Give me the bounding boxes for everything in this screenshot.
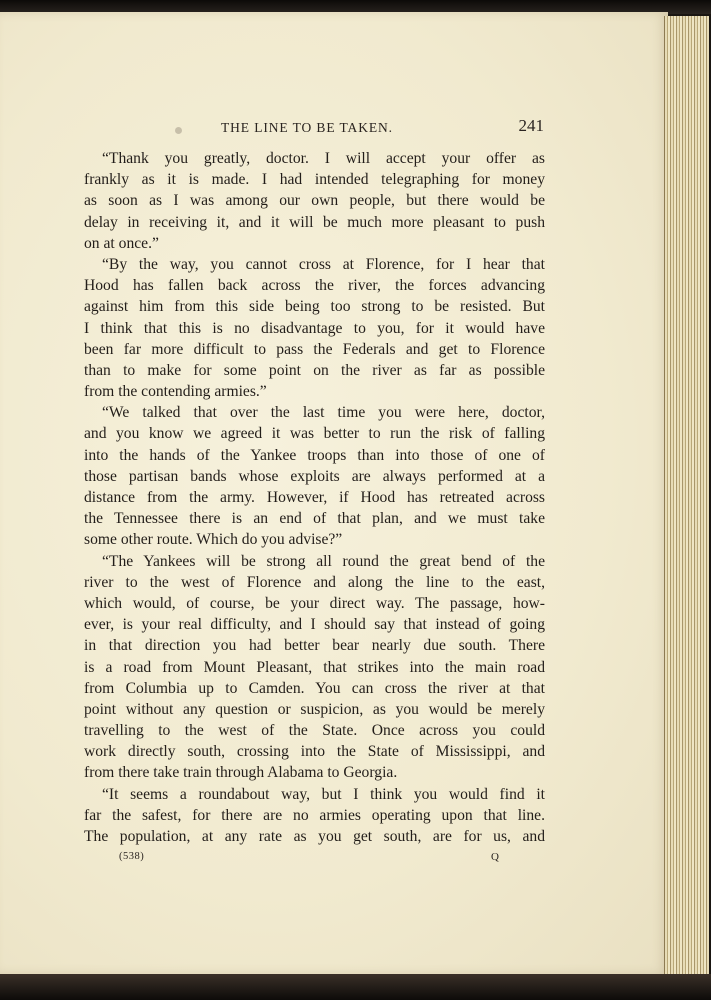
- text-line: Hood has fallen back across the river, the forces advancing: [84, 277, 545, 295]
- text-line: “Thank you greatly, doctor. I will accept your offer as: [102, 150, 545, 167]
- signature-mark: Q: [491, 851, 499, 863]
- text-line: been far more difficult to pass the Federals and get to Florence: [84, 340, 545, 358]
- text-line: “It seems a roundabout way, but I think you would find it: [102, 785, 545, 803]
- text-line: which would, of course, be your direct way. The passage, how-: [84, 594, 545, 612]
- text-line: “We talked that over the last time you were here, doctor,: [102, 404, 545, 422]
- page-number: 241: [518, 116, 544, 135]
- book-bottom-edge: [0, 974, 711, 1000]
- text-line: delay in receiving it, and it will be much more pleasant to push: [84, 213, 545, 231]
- text-line: those partisan bands whose exploits are always performed at a: [84, 467, 545, 485]
- text-line: I think that this is no disadvantage to you, for it would have: [84, 319, 545, 337]
- running-title: THE LINE TO BE TAKEN.: [221, 120, 393, 135]
- text-line: travelling to the west of the State. Once across you could: [84, 722, 545, 740]
- text-line: distance from the army. However, if Hood has retreated across: [84, 489, 545, 506]
- text-line: work directly south, crossing into the State of Mississippi, and: [84, 743, 545, 761]
- text-line: far the safest, for there are no armies operating upon that line.: [84, 806, 545, 824]
- text-line: point without any question or suspicion, as you would be merely: [84, 700, 545, 718]
- text-line: into the hands of the Yankee troops than into those of one of: [84, 446, 545, 464]
- text-line: as soon as I was among our own people, but there would be: [84, 192, 545, 210]
- text-line: “The Yankees will be strong all round the great bend of the: [102, 552, 545, 570]
- text-line: ever, is your real difficulty, and I should say that instead of going: [84, 616, 545, 634]
- text-line: from the contending armies.”: [84, 383, 267, 401]
- text-line: than to make for some point on the river as far as possible: [84, 361, 545, 379]
- text-line: in that direction you had better bear nearly due south. There: [84, 637, 545, 655]
- text-line: is a road from Mount Pleasant, that strikes into the main road: [84, 658, 545, 676]
- text-line: “By the way, you cannot cross at Florence, for I hear that: [102, 255, 545, 273]
- page-edges: [664, 16, 709, 974]
- text-line: and you know we agreed it was better to run the risk of falling: [84, 425, 545, 443]
- text-line: river to the west of Florence and along the line to the east,: [84, 573, 545, 591]
- text-line: on at once.”: [84, 234, 159, 252]
- text-line: The population, at any rate as you get south, are for us, and: [84, 828, 545, 845]
- text-line: the Tennessee there is an end of that plan, and we must take: [84, 510, 545, 528]
- text-line: frankly as it is made. I had intended telegraphing for money: [84, 171, 545, 189]
- page-footer: [84, 851, 545, 871]
- text-line: from Columbia up to Camden. You can cross the river at that: [84, 679, 545, 697]
- body-text: [84, 148, 545, 847]
- text-line: some other route. Which do you advise?”: [84, 531, 343, 549]
- printer-signature: (538): [119, 851, 145, 862]
- running-header: [84, 115, 546, 143]
- text-line: against him from this side being too strong to be resisted. But: [84, 298, 545, 316]
- text-line: from there take train through Alabama to Georgia.: [84, 764, 398, 782]
